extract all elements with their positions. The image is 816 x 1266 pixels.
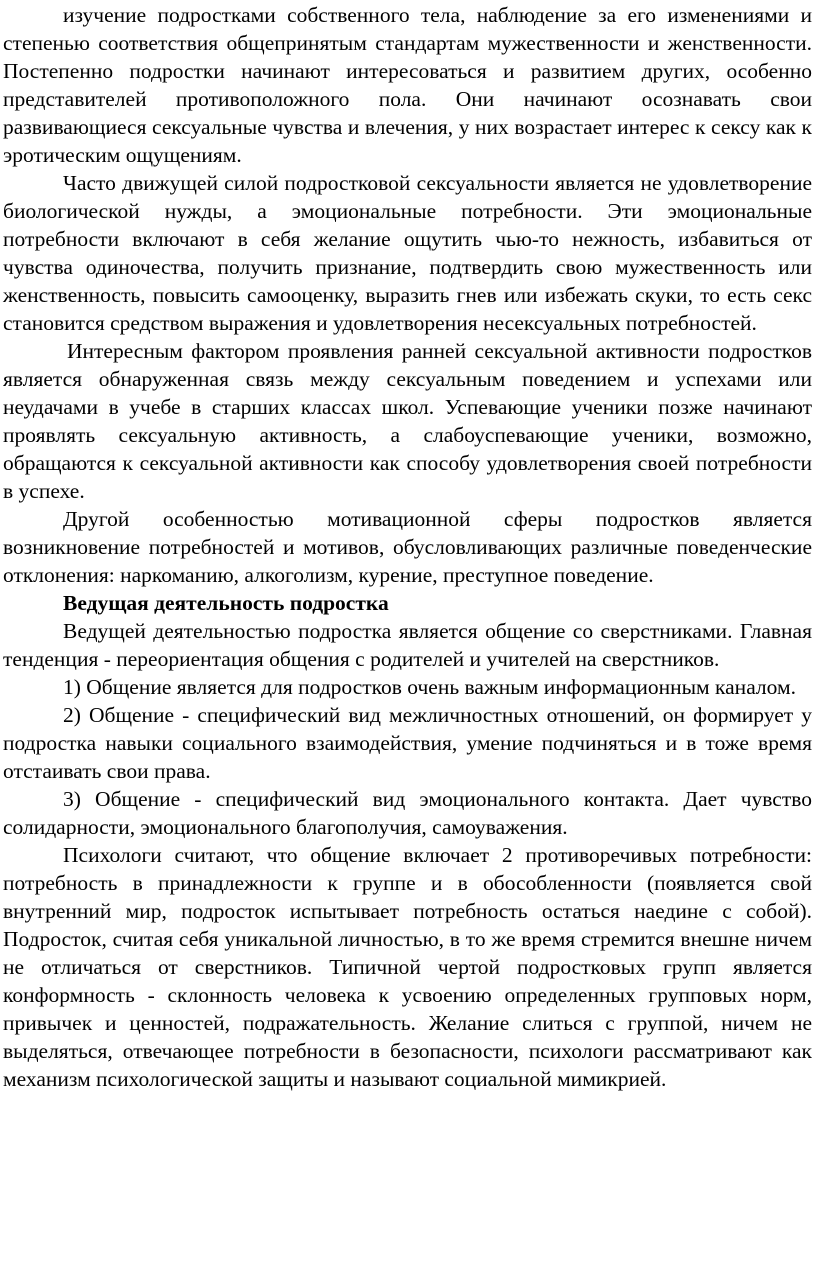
paragraph-motivation-deviations: Другой особенностью мотивационной сферы подростков является возникновение потребностей и мотивов, обусловливающих различные поведенческие отклонения: наркоманию, алкоголизм, курение, преступное поведение. [3,507,812,587]
paragraph-peer-communication: Ведущей деятельностью подростка является общение со сверстниками. Главная тенденция - переориентация общения с родителей и учителей на сверстников. [3,619,812,671]
paragraph-emotional-needs: Часто движущей силой подростковой сексуальности является не удовлетворение биологической нужды, а эмоциональные потребности. Эти эмоциональные потребности включают в себя желание ощутить чью-то нежность, избавиться от чувства одиночества, получить признание, подтвердить свою мужественность или женственность, повысить самооценку, выразить гнев или избежать скуки, то есть секс становится средством выражения и удовлетворения несексуальных потребностей. [3,171,812,335]
paragraph-conformity-mimicry: Психологи считают, что общение включает 2 противоречивых потребности: потребность в принадлежности к группе и в обособленности (появляется свой внутренний мир, подросток испытывает потребность остаться наедине с собой). Подросток, считая себя уникальной личностью, в то же время стремится внешне ничем не отличаться от сверстников. Типичной чертой подростковых групп является конформность - склонность человека к усвоению определенных групповых норм, привычек и ценностей, подражательность. Желание слиться с группой, ничем не выделяться, отвечающее потребности в безопасности, психологи рассматривают как механизм психологической защиты и называют социальной мимикрией. [3,843,812,1091]
paragraph-self-body-interest: изучение подростками собственного тела, наблюдение за его изменениями и степенью соответствия общепринятым стандартам мужественности и женственности. Постепенно подростки начинают интересоваться и развитием других, особенно представителей противоположного пола. Они начинают осознавать свои развивающиеся сексуальные чувства и влечения, у них возрастает интерес к сексу как к эротическим ощущениям. [3,3,812,167]
list-item-emotional-contact: 3) Общение - специфический вид эмоционального контакта. Дает чувство солидарности, эмоционального благополучия, самоуважения. [3,787,812,839]
list-item-interpersonal-relations: 2) Общение - специфический вид межличностных отношений, он формирует у подростка навыки социального взаимодействия, умение подчиняться и в тоже время отстаивать свои права. [3,703,812,783]
section-heading-leading-activity: Ведущая деятельность подростка [63,591,389,615]
list-item-information-channel: 1) Общение является для подростков очень важным информационным каналом. [63,675,796,699]
paragraph-school-success-link: Интересным фактором проявления ранней сексуальной активности подростков является обнаруженная связь между сексуальным поведением и успехами или неудачами в учебе в старших классах школ. Успевающие ученики позже начинают проявлять сексуальную активность, а слабоуспевающие ученики, возможно, обращаются к сексуальной активности как способу удовлетворения своей потребности в успехе. [3,339,812,503]
